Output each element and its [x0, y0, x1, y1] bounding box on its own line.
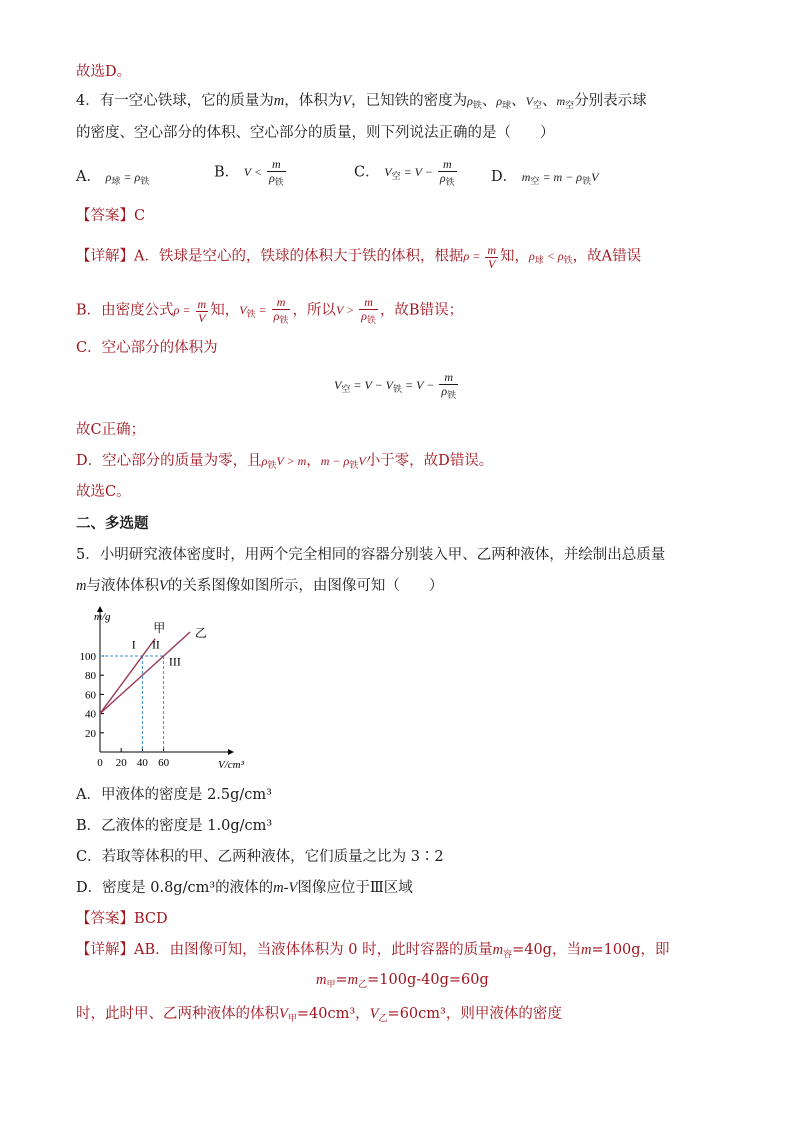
q5-option-b: B．乙液体的密度是 1.0g/cm³ — [76, 818, 273, 834]
y-tick-label: 20 — [85, 727, 96, 740]
y-tick-label: 40 — [85, 708, 96, 721]
x-tick-label: 0 — [97, 757, 103, 769]
q4-option-a: A． $\rho_球 = \rho_铁$ — [76, 169, 150, 186]
x-tick-label: 60 — [158, 757, 170, 769]
q5-answer: 【答案】BCD — [76, 911, 168, 927]
sym-V: V — [342, 93, 352, 109]
x-axis-label: V/cm³ — [218, 759, 244, 771]
series-label-jia: 甲 — [153, 620, 166, 635]
region-label-2: II — [151, 637, 160, 652]
q4-option-d: D． $m_空 = m - \rho_铁V$ — [491, 169, 599, 186]
q4-option-c: C． $V_空 = V$ − $\frac{m}{\rho_铁}$ — [354, 157, 455, 187]
x-tick-label: 20 — [115, 757, 127, 769]
q4-detail-b: B．由密度公式ρ = $\frac{m}{V}$ 知，$V_铁$ = $\frac{m}{\rho_铁}$ ，所以V > $\frac{m}{\rho_铁}$ ，故B错误； — [76, 295, 464, 325]
q5-detail-1: 【详解】AB．由图像可知，当液体体积为 0 时，此时容器的质量$m_容=40g$，当m=100g，即 — [76, 942, 670, 960]
mass-volume-chart — [76, 604, 256, 780]
y-tick-label: 80 — [85, 670, 96, 683]
q5-option-c: C．若取等体积的甲、乙两种液体，它们质量之比为 3∶2 — [76, 849, 444, 865]
x-tick-label: 40 — [136, 757, 148, 769]
q4-detail-c-equation: $V_空 = V - V_铁 = V$ − $\frac{m}{\rho_铁}$ — [334, 370, 457, 400]
q4-stem-text: 4．有一空心铁球，它的质量为 — [76, 93, 274, 109]
region-label-3: III — [168, 654, 181, 669]
section-title: 二、多选题 — [76, 515, 149, 532]
series-label-yi: 乙 — [194, 625, 207, 640]
y-tick-label: 60 — [85, 689, 96, 702]
q5-option-a: A．甲液体的密度是 2.5g/cm³ — [76, 787, 272, 803]
sym-m: m — [273, 93, 285, 109]
q4-stem-text: ，已知铁的密度为 — [351, 93, 468, 109]
q5-detail-equation: $m_甲=m_乙=100g-40g=60g$ — [316, 972, 489, 990]
q4-stem-line-2: 的密度、空心部分的体积、空心部分的质量，则下列说法正确的是（ ） — [76, 125, 555, 141]
q4-stem-text: ，体积为 — [284, 93, 343, 109]
prev-conclusion: 故选D。 — [76, 64, 132, 80]
q4-stem-line-1: 4．有一空心铁球，它的质量为m，体积为V，已知铁的密度为$\rho_铁$、$\rho_球$、$V_空$、$m_空$分别表示球 — [76, 93, 647, 110]
q5-detail-3: 时，此时甲、乙两种液体的体积$V_甲=40cm^3$，$V_乙=60cm^3$，则甲液体的密度 — [76, 1006, 562, 1024]
series-line-yi — [100, 632, 190, 714]
y-axis-label: m/g — [94, 611, 111, 623]
q4-answer: 【答案】C — [76, 208, 146, 224]
q4-detail-c-ok: 故C正确； — [76, 422, 146, 438]
q4-stem-text: 分别表示球 — [574, 93, 647, 109]
q4-detail-a: 【详解】A．铁球是空心的，铁球的体积大于铁的体积，根据ρ = $\frac{m}{V}$ 知，$\rho_球 < \rho_铁$，故A错误 — [76, 243, 642, 271]
x-axis-arrow — [228, 749, 234, 755]
q4-detail-d: D．空心部分的质量为零，且$\rho_铁V > m$，$m - \rho_铁V$小于零，故D错误。 — [76, 453, 494, 470]
y-tick-label: 100 — [79, 651, 96, 663]
q4-conclusion: 故选C。 — [76, 484, 131, 500]
q4-option-b: B． V < $\frac{m}{\rho_铁}$ — [214, 157, 284, 187]
region-label-1: I — [131, 637, 136, 652]
q5-stem-line-1: 5．小明研究液体密度时，用两个完全相同的容器分别装入甲、乙两种液体，并绘制出总质量 — [76, 547, 666, 563]
q4-detail-c: C．空心部分的体积为 — [76, 340, 218, 356]
q5-stem-line-2: m与液体体积V的关系图像如图所示，由图像可知（ ） — [76, 578, 444, 594]
q5-option-d: D．密度是 0.8g/cm³的液体的m-V图像应位于Ⅲ区域 — [76, 880, 413, 896]
series-line-jia — [100, 639, 155, 714]
